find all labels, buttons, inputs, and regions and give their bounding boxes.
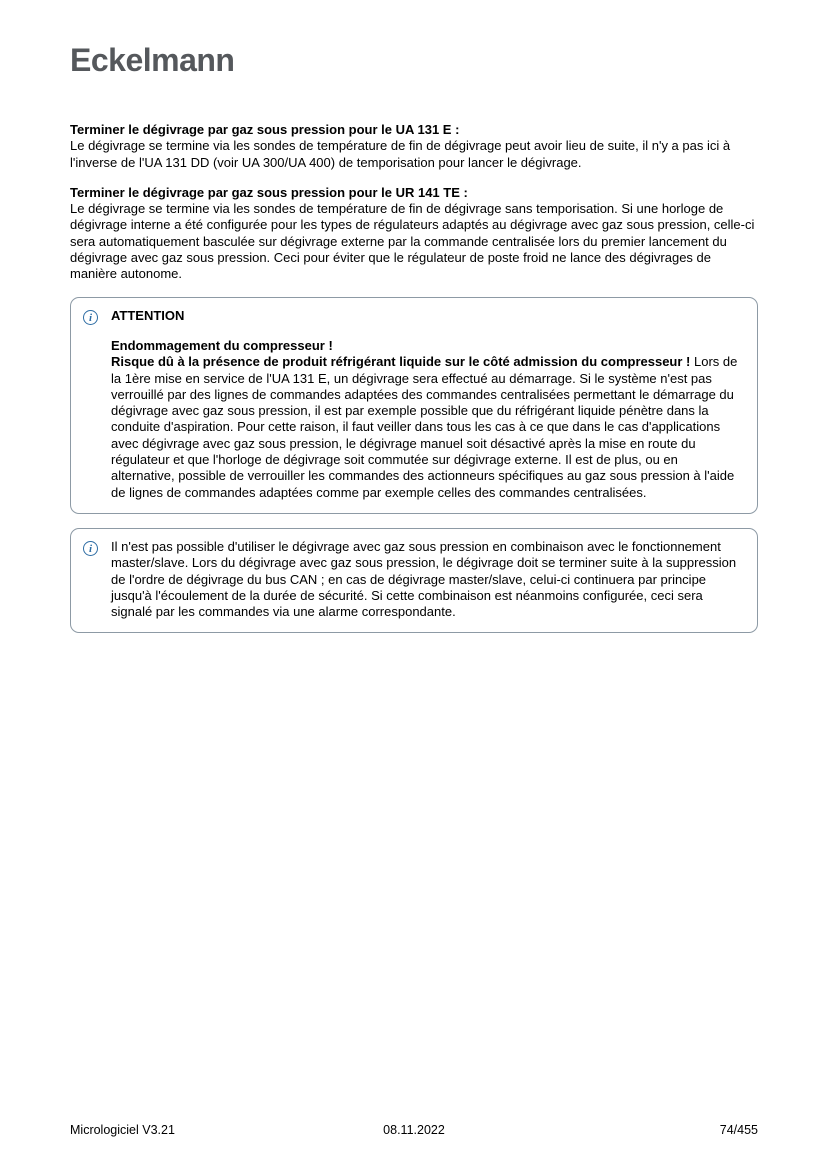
attention-risk-lead: Risque dû à la présence de produit réfrigérant liquide sur le côté admission du compresseur !: [111, 354, 691, 370]
note-content: [111, 539, 743, 620]
attention-box: [70, 297, 758, 514]
section-1-heading: Terminer le dégivrage par gaz sous pression pour le UA 131 E :: [70, 122, 460, 137]
section-2-body: Le dégivrage se termine via les sondes de température de fin de dégivrage sans temporisation. Si une horloge de dégivrage interne a été configurée pour les types de régulateurs adaptés au dégivrage avec gaz sous pression, celle-ci sera automatiquement basculée sur dégivrage externe par la commande centralisée lors du premier lancement du dégivrage avec gaz sous pression. Ceci pour éviter que le régulateur de poste froid ne lance des dégivrages de manière autonome.: [70, 201, 755, 282]
footer-page-number: 74/455: [719, 1123, 758, 1137]
section-1-body: Le dégivrage se termine via les sondes de température de fin de dégivrage peut avoir lieu de suite, il n'y a pas ici à l'inverse de l'UA 131 DD (voir UA 300/UA 400) de temporisation pour lancer le dégivrage.: [70, 138, 731, 170]
note-icon-column: [83, 539, 111, 556]
attention-text: [111, 338, 743, 501]
info-icon: i: [83, 310, 98, 325]
info-icon: i: [83, 541, 98, 556]
note-box: [70, 528, 758, 633]
page-footer: [70, 1123, 758, 1137]
attention-subtitle: Endommagement du compresseur !: [111, 337, 333, 353]
attention-content: [111, 308, 743, 501]
footer-date: 08.11.2022: [383, 1123, 445, 1137]
note-body: Il n'est pas possible d'utiliser le dégivrage avec gaz sous pression en combinaison avec le fonctionnement master/slave. Lors du dégivrage avec gaz sous pression, le dégivrage doit se terminer suite à la suppression de l'ordre de dégivrage du bus CAN ; en cas de dégivrage master/slave, celui-ci continuera par principe jusqu'à l'écoulement de la durée de sécurité. Si cette combinaison est néanmoins configurée, ceci sera signalé par les commandes via une alarme correspondante.: [111, 538, 737, 620]
eckelmann-logo: Eckelmann: [70, 42, 235, 78]
page-content: [70, 122, 758, 633]
footer-version: Micrologiciel V3.21: [70, 1123, 175, 1137]
attention-icon-column: [83, 308, 111, 325]
section-2-heading: Terminer le dégivrage par gaz sous pression pour le UR 141 TE :: [70, 184, 468, 200]
attention-body: Lors de la 1ère mise en service de l'UA 131 E, un dégivrage sera effectué au démarrage. Si le système n'est pas verrouillé par des lignes de commandes adaptées des commandes centralisées permettant le démarrage du dégivrage avec gaz sous pression, il est par exemple possible que du réfrigérant liquide pénètre dans la conduite d'aspiration. Pour cette raison, il faut veiller dans tous les cas à ce que dans le cas d'applications avec dégivrage avec gaz sous pression, le dégivrage manuel soit désactivé après la mise en route du régulateur et que l'horloge de dégivrage soit commutée sur dégivrage externe. Il est de plus, ou en alternative, possible de verrouiller les commandes des actionneurs spécifiques au gaz sous pression à l'aide de lignes de commandes adaptées comme par exemple celles des commandes centralisées.: [111, 354, 738, 500]
attention-label: ATTENTION: [111, 307, 185, 323]
